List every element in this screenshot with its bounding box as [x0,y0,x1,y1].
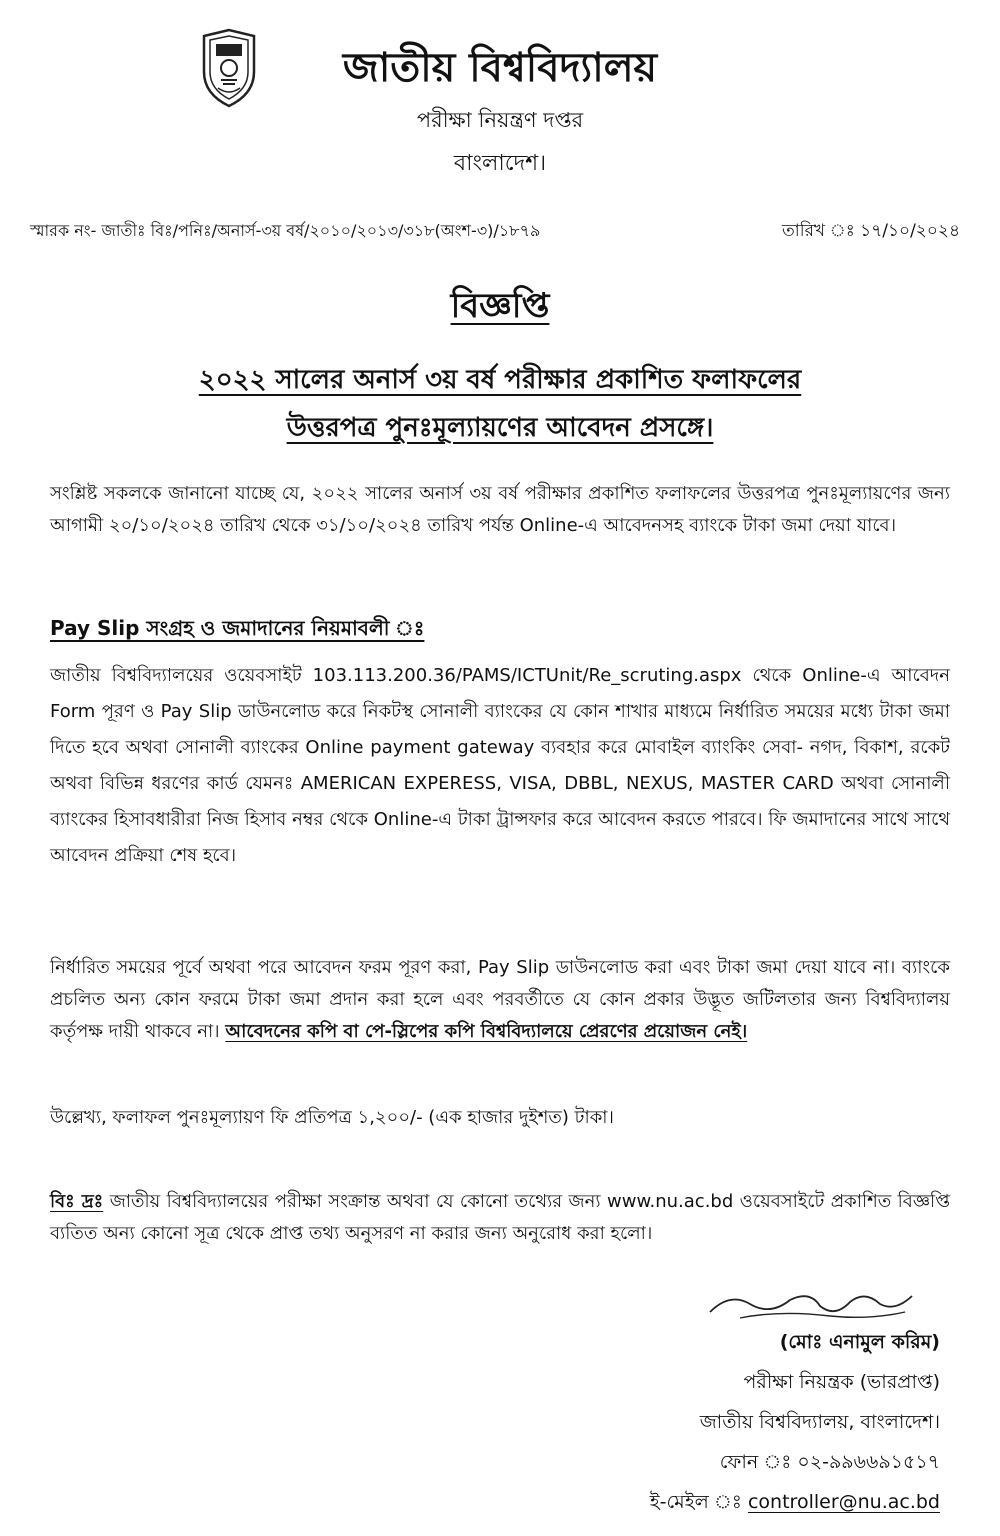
deadline-warning-text: নির্ধারিত সময়ের পূর্বে অথবা পরে আবেদন ফরম পূরণ করা, Pay Slip ডাউনলোড করা এবং টাকা জমা দেয়া যাবে না। ব্যাংকে প্রচলিত অন্য কোন ফরমে টাকা জমা প্রদান করা হলে এবং পরবর্তীতে যে কোন প্রকার উদ্ভূত জটিলতার জন্য বিশ্ববিদ্যালয় কর্তৃপক্ষ দায়ী থাকবে না। [50,957,950,1042]
note-paragraph [50,1186,950,1250]
deadline-warning-paragraph [50,952,950,1048]
notice-title-wrap [0,280,1000,337]
no-copy-required-text: আবেদনের কপি বা পে-স্লিপের কপি বিশ্ববিদ্যালয়ে প্রেরণের প্রয়োজন নেই। [225,1021,748,1042]
issue-date: তারিখ ঃ ১৭/১০/২০২৪ [782,221,960,241]
note-text: জাতীয় বিশ্ববিদ্যালয়ের পরীক্ষা সংক্রান্ত অথবা যে কোনো তথ্যের জন্য www.nu.ac.bd ওয়েবসাইটে প্রকাশিত বিজ্ঞপ্তি ব্যতিত অন্য কোনো সূত্র থেকে প্রাপ্ত তথ্য অনুসরণ না করার জন্য অনুরোধ করা হলো। [50,1191,950,1244]
notice-subject [0,356,1000,452]
signatory-phone: ফোন ঃ ০২-৯৯৬৬৯১৫১৭ [719,1451,940,1473]
subject-line-1: ২০২২ সালের অনার্স ৩য় বর্ষ পরীক্ষার প্রকাশিত ফলাফলের [198,365,802,395]
signatory-institution: জাতীয় বিশ্ববিদ্যালয়, বাংলাদেশ। [699,1411,940,1433]
intro-paragraph: সংশ্লিষ্ট সকলকে জানানো যাচ্ছে যে, ২০২২ সালের অনার্স ৩য় বর্ষ পরীক্ষার প্রকাশিত ফলাফলের উত্তরপত্র পুনঃমূল্যায়ণের জন্য আগামী ২০/১০/২০২৪ তারিখ থেকে ৩১/১০/২০২৪ তারিখ পর্যন্ত Online-এ আবেদনসহ ব্যাংকে টাকা জমা দেয়া যাবে। [50,483,950,536]
payslip-heading: Pay Slip সংগ্রহ ও জমাদানের নিয়মাবলী ঃ [50,616,425,640]
university-name: জাতীয় বিশ্ববিদ্যালয় [342,45,658,91]
signatory-block [560,1322,940,1522]
email-label: ই-মেইল ঃ [649,1491,748,1513]
email-link[interactable]: controller@nu.ac.bd [747,1491,940,1513]
signatory-designation: পরীক্ষা নিয়ন্ত্রক (ভারপ্রাপ্ত) [743,1371,940,1393]
payslip-instructions-paragraph: জাতীয় বিশ্ববিদ্যালয়ের ওয়েবসাইট 103.113.200.36/PAMS/ICTUnit/Re_scruting.aspx থেকে Online-এ আবেদন Form পূরণ ও Pay Slip ডাউনলোড করে নিকটস্থ সোনালী ব্যাংকের যে কোন শাখার মাধ্যমে নির্ধারিত সময়ের মধ্যে টাকা জমা দিতে হবে অথবা সোনালী ব্যাংকের Online payment gateway ব্যবহার করে মোবাইল ব্যাংকিং সেবা- নগদ, বিকাশ, রকেট অথবা বিভিন্ন ধরণের কার্ড যেমনঃ AMERICAN EXPERESS, VISA, DBBL, NEXUS, MASTER CARD অথবা সোনালী ব্যাংকের হিসাবধারীরা নিজ হিসাব নম্বর থেকে Online-এ টাকা ট্রান্সফার করে আবেদন করতে পারবে। ফি জমাদানের সাথে সাথে আবেদন প্রক্রিয়া শেষ হবে। [50,665,950,866]
note-label: বিঃ দ্রঃ [50,1191,104,1212]
memo-number: স্মারক নং- জাতীঃ বিঃ/পনিঃ/অনার্স-৩য় বর্ষ/২০১০/২০১৩/৩১৮(অংশ-৩)/১৮৭৯ [30,221,541,240]
fee-paragraph: উল্লেখ্য, ফলাফল পুনঃমূল্যায়ণ ফি প্রতিপত্র ১,২০০/- (এক হাজার দুইশত) টাকা। [50,1107,614,1128]
office-name: পরীক্ষা নিয়ন্ত্রণ দপ্তর [416,108,584,132]
signatory-email-line [560,1482,940,1522]
subject-line-2: উত্তরপত্র পুনঃমূল্যায়ণের আবেদন প্রসঙ্গে। [286,413,714,443]
signatory-name: (মোঃ এনামুল করিম) [779,1331,940,1353]
country-name: বাংলাদেশ। [453,151,547,176]
notice-title: বিজ্ঞপ্তি [450,286,550,326]
